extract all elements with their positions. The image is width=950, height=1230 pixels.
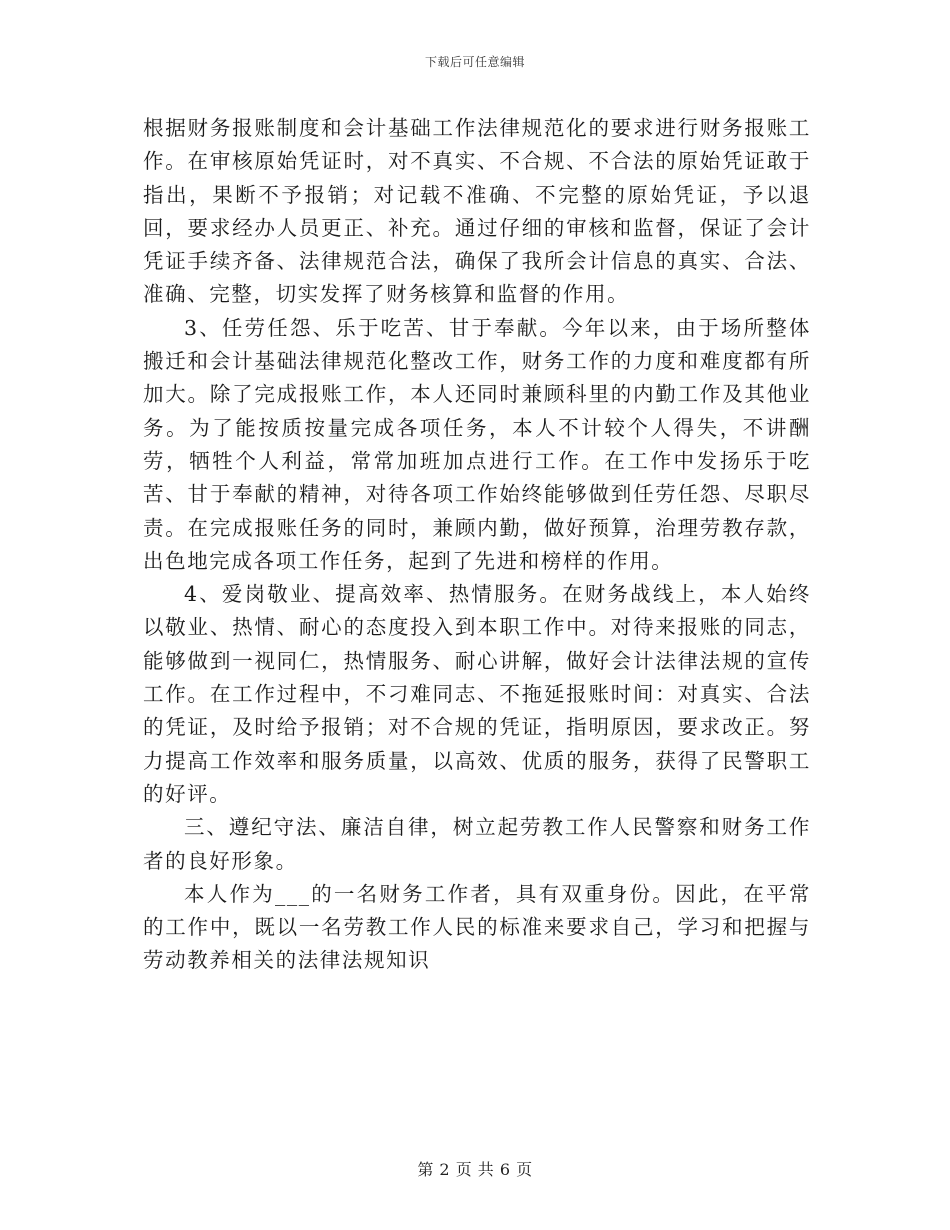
paragraph-item-4: 4、爱岗敬业、提高效率、热情服务。在财务战线上，本人始终以敬业、热情、耐心的态度投入到本职工作中。对待来报账的同志，能够做到一视同仁，热情服务、耐心讲解，做好会计法律法规的宣传工作。在工作过程中，不刁难同志、不拖延报账时间：对真实、合法的凭证，及时给予报销；对不合规的凭证，指明原因，要求改正。努力提高工作效率和服务质量，以高效、优质的服务，获得了民警职工的好评。 — [143, 582, 811, 806]
page-footer-page-number: 第 2 页 共 6 页 — [417, 1160, 533, 1179]
paragraph-item-3: 3、任劳任怨、乐于吃苦、甘于奉献。今年以来，由于场所整体搬迁和会计基础法律规范化整改工作，财务工作的力度和难度都有所加大。除了完成报账工作，本人还同时兼顾科里的内勤工作及其他业务。为了能按质按量完成各项任务，本人不计较个人得失，不讲酬劳，牺牲个人利益，常常加班加点进行工作。在工作中发扬乐于吃苦、甘于奉献的精神，对待各项工作始终能够做到任劳任怨、尽职尽责。在完成报账任务的同时，兼顾内勤，做好预算，治理劳教存款，出色地完成各项工作任务，起到了先进和榜样的作用。 — [143, 315, 811, 573]
page-header: 下载后可任意编辑 — [424, 55, 525, 69]
paragraph-audit: 根据财务报账制度和会计基础工作法律规范化的要求进行财务报账工作。在审核原始凭证时，对不真实、不合规、不合法的原始凭证敢于指出，果断不予报销；对记载不准确、不完整的原始凭证，予以退回，要求经办人员更正、补充。通过仔细的审核和监督，保证了会计凭证手续齐备、法律规范合法，确保了我所会计信息的真实、合法、准确、完整，切实发挥了财务核算和监督的作用。 — [143, 116, 811, 307]
document-body — [143, 112, 811, 978]
paragraph-identity: 本人作为___的一名财务工作者，具有双重身份。因此，在平常的工作中，既以一名劳教工作人民的标准来要求自己，学习和把握与劳动教养相关的法律法规知识 — [143, 881, 811, 973]
section-heading-3: 三、遵纪守法、廉洁自律，树立起劳教工作人民警察和财务工作者的良好形象。 — [143, 815, 811, 873]
